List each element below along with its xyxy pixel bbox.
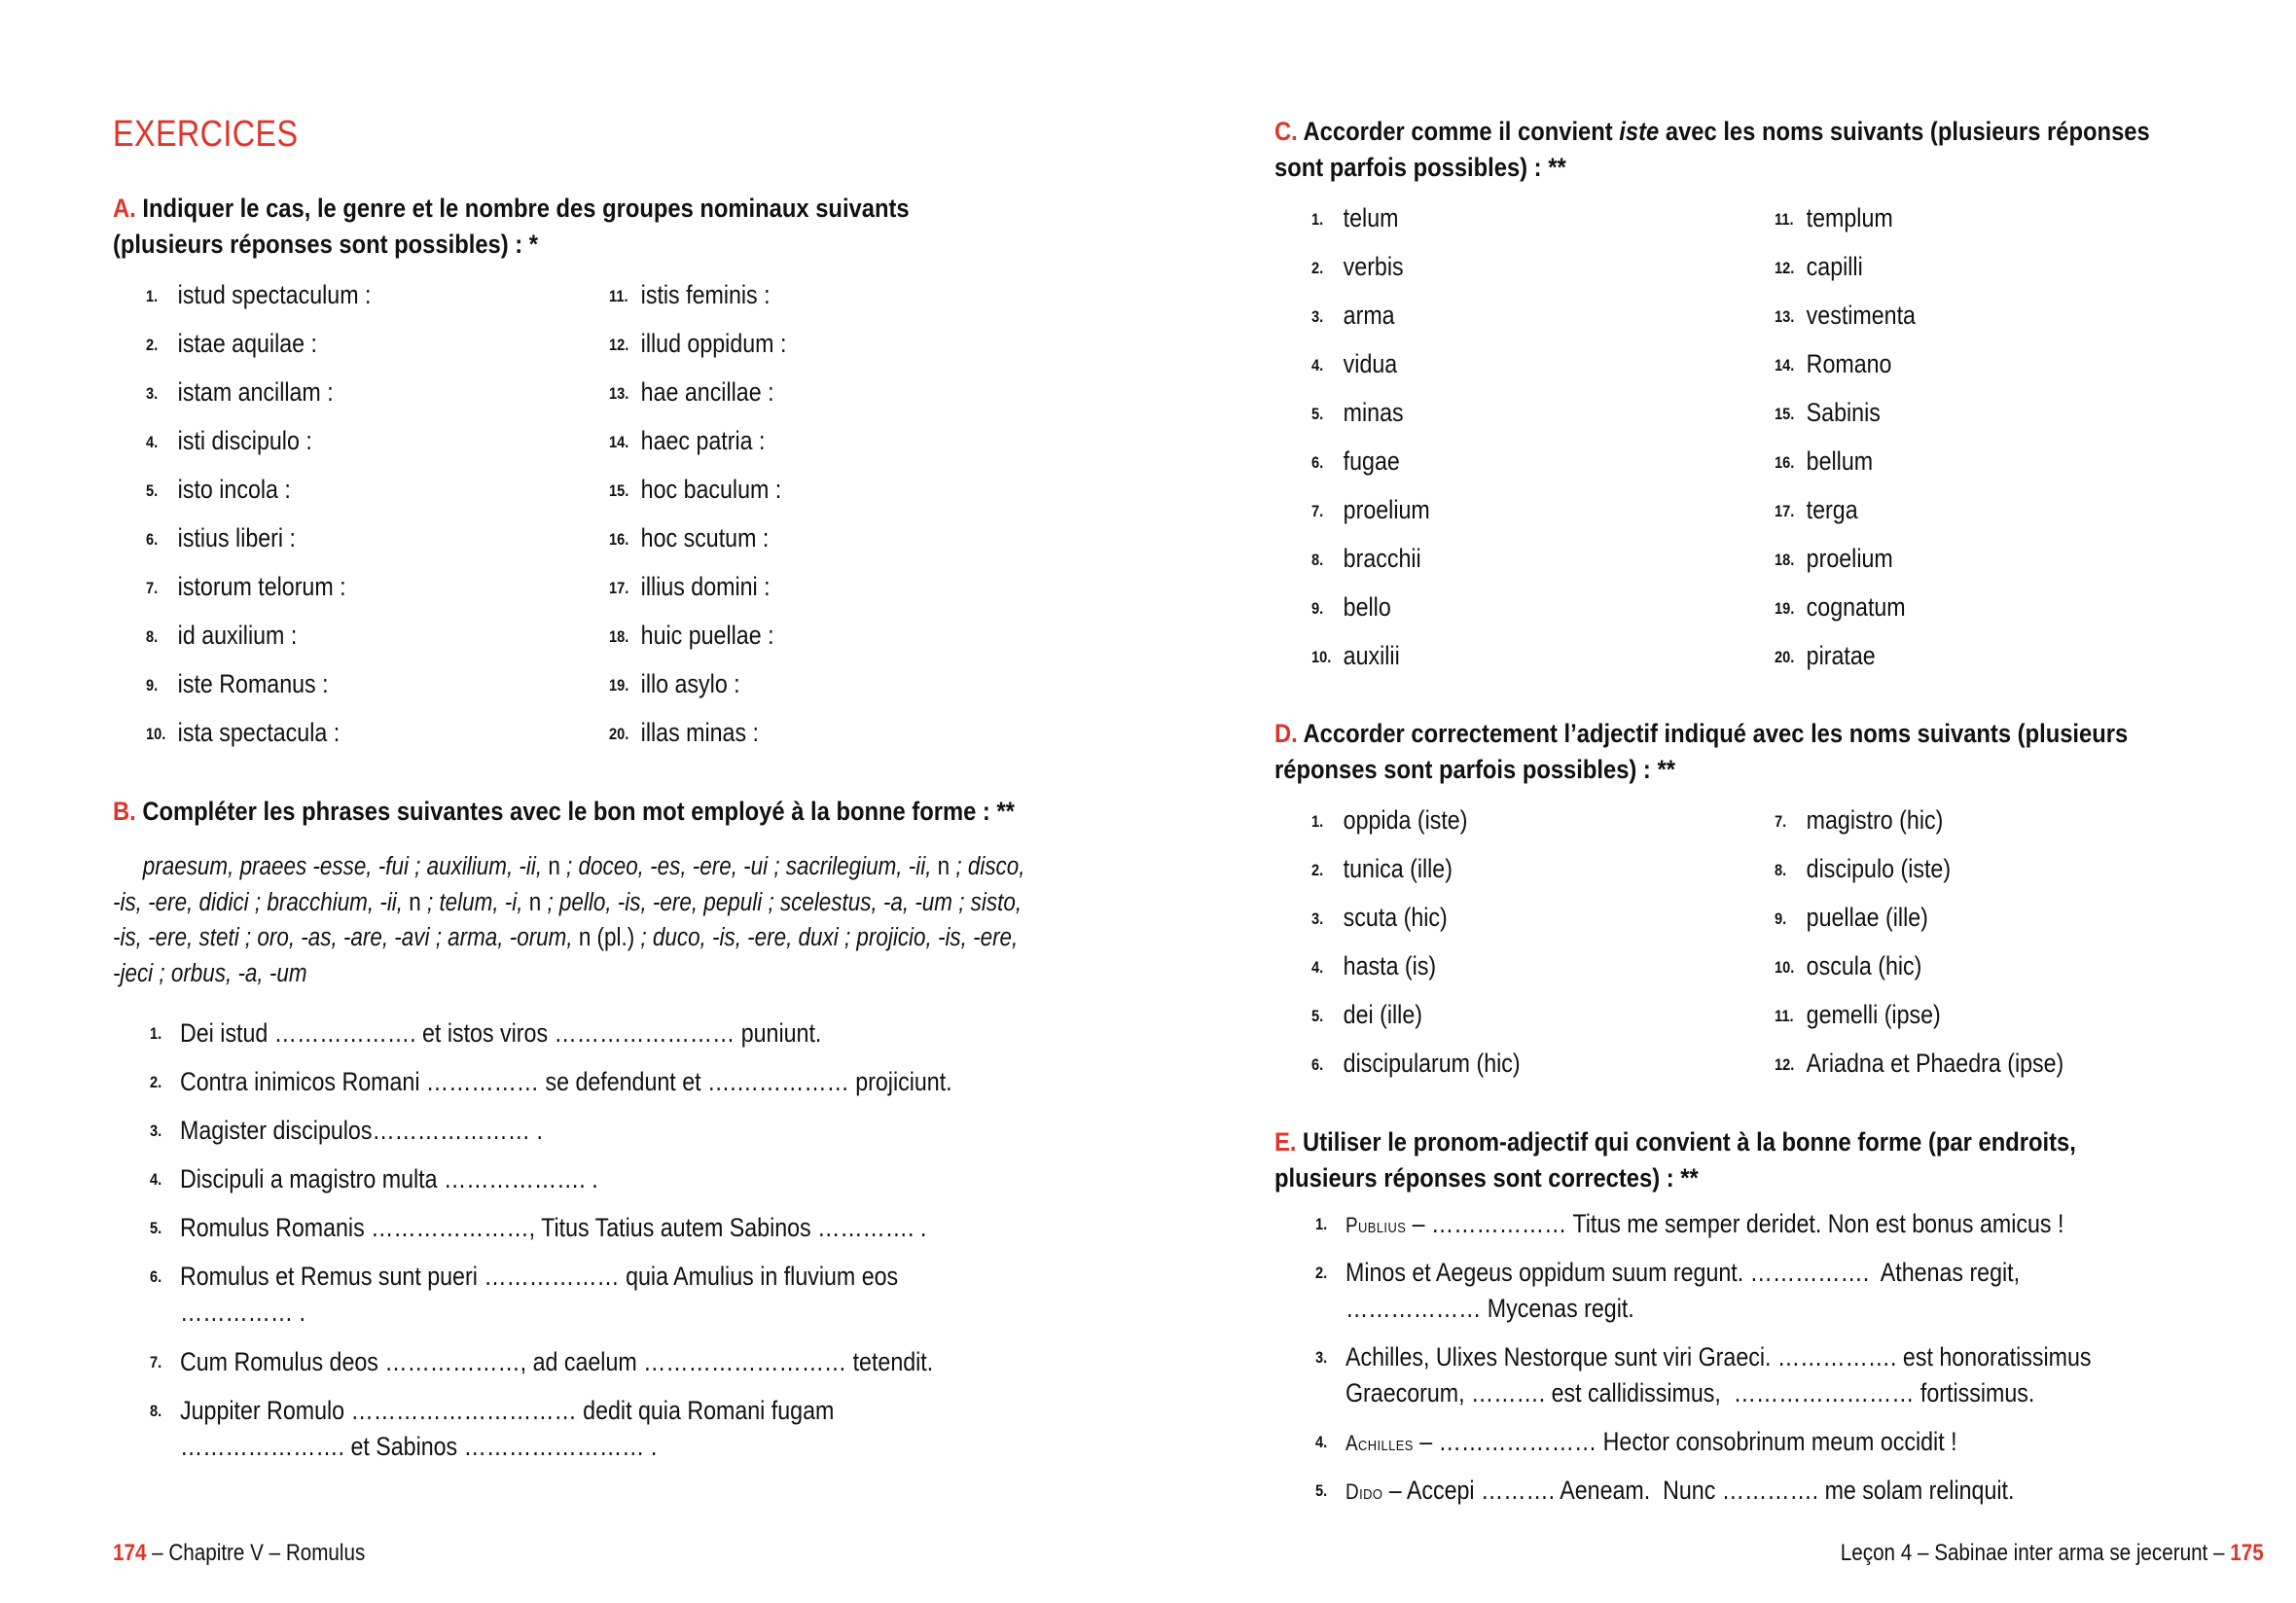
sentence-text: Discipuli a magistro multa ………………. .: [180, 1164, 598, 1193]
item-text: puellae (ille): [1806, 903, 1928, 932]
item-number: 1.: [1315, 1215, 1328, 1233]
item-number: 2.: [1311, 259, 1324, 277]
exercise-d-heading: D. Accorder correctement l’adjectif indiqué avec les noms suivants (plusieurs réponses sont parfois possibles) : **: [1274, 719, 2129, 784]
item-number: 12.: [1775, 1055, 1795, 1074]
item-number: 9.: [1311, 599, 1324, 618]
item-text: dei (ille): [1343, 1000, 1422, 1029]
speaker-name: Publius: [1345, 1213, 1407, 1237]
list-item: [1775, 802, 1943, 839]
item-number: 7.: [1311, 502, 1324, 520]
sentence-item: [150, 1113, 543, 1149]
item-text: discipulo (iste): [1806, 854, 1952, 883]
item-number: 20.: [609, 725, 629, 743]
list-item: [1311, 997, 1422, 1034]
list-item: [146, 374, 334, 411]
item-number: 6.: [150, 1267, 162, 1286]
sentence-text-continued: Graecorum, ………. est callidissimus, …………………… fortissimus.: [1345, 1377, 2035, 1407]
list-item: [1311, 948, 1436, 985]
page-number: 174: [113, 1540, 147, 1566]
sentence-text: Achilles, Ulixes Nestorque sunt viri Graeci. ……………. est honoratissimus: [1345, 1342, 2092, 1371]
item-number: 2.: [1315, 1264, 1328, 1282]
list-item: [146, 423, 312, 460]
list-item: [609, 374, 774, 411]
item-number: 1.: [1311, 210, 1324, 229]
item-number: 5.: [146, 481, 159, 500]
item-text: arma: [1343, 301, 1395, 330]
item-number: 3.: [1315, 1348, 1328, 1367]
item-text: templum: [1806, 203, 1893, 232]
item-text: Ariadna et Phaedra (ipse): [1806, 1049, 2064, 1078]
list-item: [1311, 589, 1391, 626]
list-item: [1311, 851, 1453, 888]
item-text: illius domini :: [640, 572, 771, 601]
item-number: 1.: [146, 287, 159, 305]
list-item: [1311, 200, 1398, 237]
page-footer-left: 174 – Chapitre V – Romulus: [113, 1540, 366, 1566]
item-number: 4.: [1315, 1433, 1328, 1451]
item-text: telum: [1343, 203, 1399, 232]
list-item: [1311, 1046, 1521, 1083]
list-item: [146, 569, 346, 606]
item-text: huic puellae :: [640, 621, 774, 650]
sentence-item: [150, 1344, 934, 1380]
item-text: bellum: [1806, 446, 1874, 476]
sentence-item: [1315, 1206, 2064, 1244]
item-text: illas minas :: [640, 718, 759, 747]
list-item: [1775, 346, 1891, 383]
sentence-text: Romulus Romanis …………………, Titus Tatius autem Sabinos …………. .: [180, 1213, 927, 1242]
list-item: [609, 715, 759, 752]
vocabulary-list: praesum, praees -esse, -fui ; auxilium, -ii, n ; doceo, -es, -ere, -ui ; sacrilegium, -ii, n ; disco, -is, -ere, didici ; bracchium, -ii, n ; telum, -i, n ; pello, -is, -ere, pepuli ; scelestus, -a, -um ; sisto, -is, -ere, steti ; oro, -as, -are, -avi ; arma, -orum, n (pl.) ; duco, -is, -ere, duxi ; projicio, -is, -ere, -jeci ; orbus, -a, -um: [113, 853, 1025, 987]
sentence-text: Cum Romulus deos ………………, ad caelum ……………………… tetendit.: [180, 1347, 934, 1376]
list-item: [146, 277, 371, 314]
item-number: 13.: [609, 384, 629, 403]
item-text: gemelli (ipse): [1806, 1000, 1941, 1029]
list-item: [609, 472, 781, 509]
item-number: 10.: [1775, 958, 1795, 977]
item-number: 4.: [1311, 356, 1324, 374]
exercise-c-heading: C. Accorder comme il convient iste avec les noms suivants (plusieurs réponses sont parfois possibles) : **: [1274, 117, 2150, 182]
item-number: 7.: [146, 579, 159, 597]
item-text: Sabinis: [1806, 398, 1881, 427]
sentence-item: [150, 1064, 952, 1100]
sentence-text: Contra inimicos Romani …………… se defendunt et ….…………… projiciunt.: [180, 1067, 952, 1096]
list-item: [609, 520, 769, 557]
item-text: hae ancillae :: [640, 377, 774, 407]
sentence-text: – Accepi ………. Aeneam. Nunc …………. me solam relinquit.: [1382, 1476, 2015, 1505]
item-text: isto incola :: [177, 475, 291, 504]
item-number: 4.: [1311, 958, 1324, 977]
sentence-text-continued: …………… .: [180, 1297, 306, 1327]
list-item: [1775, 997, 1941, 1034]
item-number: 4.: [146, 433, 159, 451]
item-text: id auxilium :: [177, 621, 298, 650]
sentence-text-continued: …………………. et Sabinos …………………… .: [180, 1431, 658, 1461]
list-item: [1775, 900, 1928, 937]
item-text: illo asylo :: [640, 669, 740, 698]
list-item: [1775, 589, 1906, 626]
sentence-text: – ……………… Titus me semper deridet. Non est bonus amicus !: [1406, 1209, 2064, 1238]
list-item: [609, 277, 771, 314]
item-number: 18.: [1775, 551, 1795, 569]
sentence-item: [1315, 1424, 1957, 1462]
item-text: discipularum (hic): [1343, 1049, 1521, 1078]
list-item: [1311, 298, 1395, 335]
item-number: 7.: [150, 1353, 162, 1371]
item-number: 3.: [1311, 307, 1324, 326]
list-item: [1775, 200, 1893, 237]
item-text: auxilii: [1343, 641, 1400, 670]
exercise-e-heading: E. Utiliser le pronom-adjectif qui convient à la bonne forme (par endroits, plusieurs réponses sont correctes) : **: [1274, 1127, 2076, 1193]
item-number: 1.: [150, 1024, 162, 1043]
item-text: tunica (ille): [1343, 854, 1453, 883]
item-text: ista spectacula :: [177, 718, 341, 747]
list-item: [1775, 444, 1873, 481]
item-number: 17.: [609, 579, 629, 597]
list-item: [609, 423, 765, 460]
speaker-name: Achilles: [1345, 1431, 1414, 1455]
item-text: capilli: [1806, 252, 1863, 281]
item-number: 7.: [1775, 812, 1787, 831]
list-item: [146, 326, 317, 363]
item-text: verbis: [1343, 252, 1404, 281]
list-item: [1775, 541, 1893, 578]
item-number: 20.: [1775, 648, 1795, 666]
item-number: 4.: [150, 1170, 162, 1189]
list-item: [609, 618, 774, 655]
item-text: hasta (is): [1343, 951, 1437, 980]
sentence-item: [1315, 1255, 2021, 1326]
list-item: [1311, 492, 1430, 529]
item-number: 9.: [1775, 909, 1787, 928]
item-number: 2.: [1311, 861, 1324, 879]
item-number: 3.: [150, 1122, 162, 1140]
item-text: oscula (hic): [1806, 951, 1922, 980]
sentence-text: Dei istud ………………. et istos viros …………………… puniunt.: [180, 1018, 822, 1048]
sentence-text: – ………………… Hector consobrinum meum occidit !: [1413, 1427, 1957, 1456]
list-item: [1775, 298, 1916, 335]
item-number: 16.: [609, 530, 629, 549]
item-number: 8.: [146, 627, 159, 646]
list-item: [1311, 638, 1400, 675]
item-number: 10.: [146, 725, 166, 743]
item-text: oppida (iste): [1343, 805, 1468, 835]
list-item: [1775, 948, 1921, 985]
item-number: 5.: [1311, 1007, 1324, 1025]
item-text: istam ancillam :: [177, 377, 334, 407]
item-number: 3.: [146, 384, 159, 403]
item-number: 2.: [146, 336, 159, 354]
list-item: [146, 715, 340, 752]
page-number: 175: [2230, 1540, 2264, 1566]
sentence-item: [150, 1259, 899, 1330]
item-number: 8.: [1311, 551, 1324, 569]
item-number: 17.: [1775, 502, 1795, 520]
sentence-text: Romulus et Remus sunt pueri ……………… quia Amulius in fluvium eos: [180, 1262, 899, 1291]
speaker-name: Dido: [1345, 1479, 1383, 1504]
item-number: 11.: [1775, 210, 1794, 229]
item-number: 9.: [146, 676, 159, 695]
sentence-item: [1315, 1339, 2092, 1410]
item-text: isti discipulo :: [177, 426, 312, 455]
item-number: 11.: [1775, 1007, 1794, 1025]
item-text: minas: [1343, 398, 1404, 427]
page-title: EXERCICES: [113, 114, 299, 155]
item-text: fugae: [1343, 446, 1400, 476]
item-text: iste Romanus :: [177, 669, 329, 698]
item-number: 16.: [1775, 453, 1795, 472]
item-number: 6.: [1311, 453, 1324, 472]
item-text: proelium: [1806, 544, 1893, 573]
item-number: 15.: [609, 481, 629, 500]
item-number: 6.: [1311, 1055, 1324, 1074]
list-item: [1775, 395, 1881, 432]
item-number: 5.: [150, 1219, 162, 1237]
item-text: istud spectaculum :: [177, 280, 372, 309]
item-text: bracchii: [1343, 544, 1421, 573]
item-number: 1.: [1311, 812, 1324, 831]
list-item: [1775, 492, 1858, 529]
item-number: 14.: [609, 433, 629, 451]
right-page: [1148, 0, 2296, 1603]
list-item: [146, 666, 329, 703]
item-text: vestimenta: [1806, 301, 1916, 330]
item-number: 2.: [150, 1073, 162, 1091]
item-number: 13.: [1775, 307, 1795, 326]
item-text: hoc baculum :: [640, 475, 782, 504]
list-item: [1311, 444, 1400, 481]
item-number: 3.: [1311, 909, 1324, 928]
item-text: proelium: [1343, 495, 1430, 524]
item-text: magistro (hic): [1806, 805, 1944, 835]
item-number: 19.: [1775, 599, 1795, 618]
sentence-text-continued: ……………… Mycenas regit.: [1345, 1293, 1634, 1323]
exercise-a-heading: A. Indiquer le cas, le genre et le nombre des groupes nominaux suivants (plusieurs réponses sont possibles) : *: [113, 194, 910, 259]
item-number: 10.: [1311, 648, 1332, 666]
list-item: [1311, 802, 1467, 839]
sentence-item: [150, 1161, 598, 1197]
sentence-text: Juppiter Romulo ………………………… dedit quia Romani fugam: [180, 1396, 835, 1425]
item-text: piratae: [1806, 641, 1876, 670]
page-footer-right: Leçon 4 – Sabinae inter arma se jecerunt – 175: [1841, 1540, 2264, 1566]
item-number: 18.: [609, 627, 629, 646]
item-text: istae aquilae :: [177, 329, 317, 358]
list-item: [609, 666, 740, 703]
list-item: [146, 472, 291, 509]
list-item: [1311, 346, 1397, 383]
item-text: cognatum: [1806, 592, 1906, 622]
item-text: terga: [1806, 495, 1858, 524]
list-item: [1775, 249, 1863, 286]
item-number: 6.: [146, 530, 159, 549]
item-number: 8.: [1775, 861, 1787, 879]
sentence-item: [1315, 1473, 2015, 1511]
list-item: [1775, 851, 1951, 888]
item-text: scuta (hic): [1343, 903, 1448, 932]
item-number: 14.: [1775, 356, 1795, 374]
item-number: 12.: [1775, 259, 1795, 277]
sentence-text: Magister discipulos………………… .: [180, 1116, 543, 1145]
item-number: 12.: [609, 336, 629, 354]
list-item: [1311, 395, 1404, 432]
list-item: [1775, 1046, 2063, 1083]
list-item: [146, 618, 297, 655]
item-number: 11.: [609, 287, 628, 305]
item-text: istorum telorum :: [177, 572, 346, 601]
item-text: istis feminis :: [640, 280, 771, 309]
sentence-item: [150, 1210, 927, 1246]
list-item: [609, 569, 771, 606]
item-text: bello: [1343, 592, 1391, 622]
item-number: 5.: [1311, 405, 1324, 423]
list-item: [1311, 541, 1421, 578]
item-text: hoc scutum :: [640, 523, 770, 552]
list-item: [609, 326, 786, 363]
sentence-item: [150, 1015, 822, 1051]
item-text: illud oppidum :: [640, 329, 787, 358]
item-number: 8.: [150, 1402, 162, 1420]
list-item: [1775, 638, 1876, 675]
item-number: 15.: [1775, 405, 1795, 423]
exercise-b-heading: B. Compléter les phrases suivantes avec le bon mot employé à la bonne forme : **: [113, 797, 1015, 826]
item-text: Romano: [1806, 349, 1892, 378]
item-text: vidua: [1343, 349, 1398, 378]
item-number: 19.: [609, 676, 629, 695]
list-item: [1311, 900, 1448, 937]
list-item: [1311, 249, 1404, 286]
list-item: [146, 520, 296, 557]
sentence-item: [150, 1393, 835, 1464]
item-text: istius liberi :: [177, 523, 296, 552]
sentence-text: Minos et Aegeus oppidum suum regunt. ……………. Athenas regit,: [1345, 1258, 2021, 1287]
item-text: haec patria :: [640, 426, 766, 455]
item-number: 5.: [1315, 1481, 1328, 1500]
